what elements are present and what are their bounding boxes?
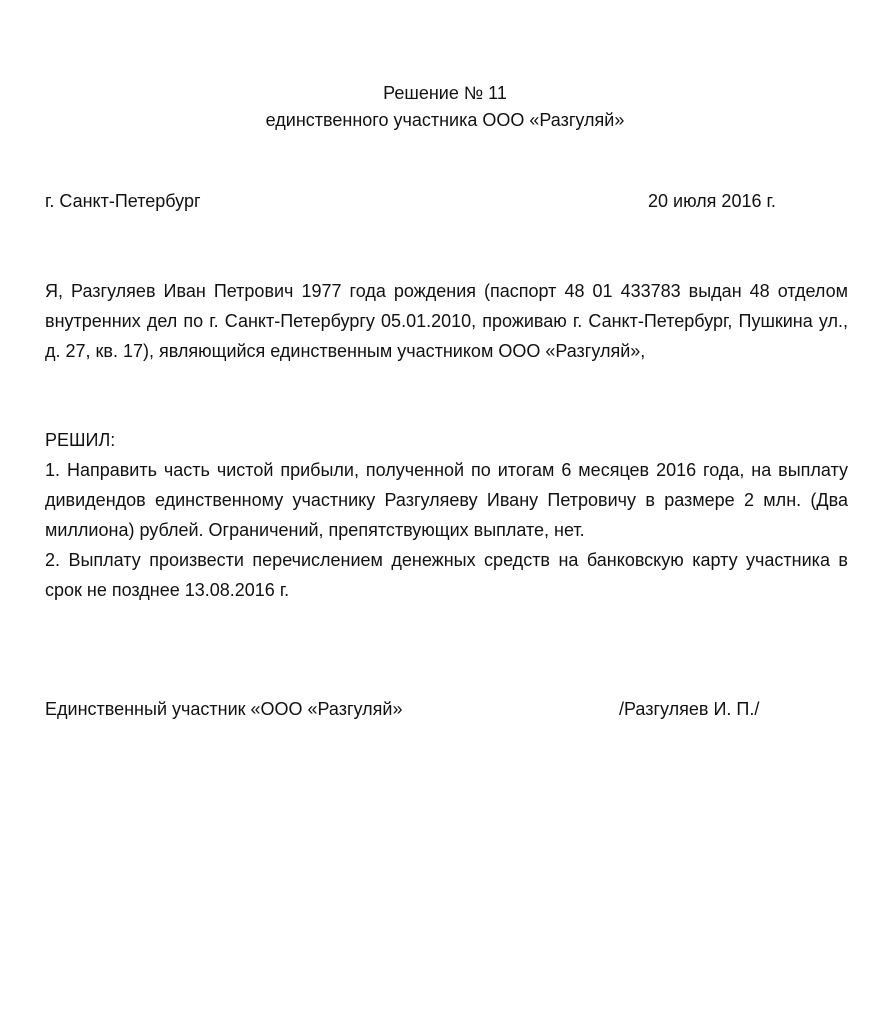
signature-line [45, 697, 848, 721]
document-title: Решение № 11 [383, 83, 507, 103]
signature-name: /Разгуляев И. П./ [619, 699, 760, 719]
decided-label: РЕШИЛ: [45, 430, 116, 450]
signature-label: Единственный участник «ООО «Разгуляй» [45, 699, 403, 719]
document-subtitle: единственного участника ООО «Разгуляй» [265, 110, 625, 130]
city: г. Санкт-Петербург [45, 191, 201, 211]
place-date-line [45, 189, 848, 213]
intro-paragraph: Я, Разгуляев Иван Петрович 1977 года рождения (паспорт 48 01 433783 выдан 48 отделом внутренних дел по г. Санкт-Петербургу 05.01.2010, проживаю г. Санкт-Петербург, Пушкина ул., д. 27, кв. 17), являющийся единственным участником ООО «Разгуляй», [45, 281, 848, 361]
decision-item-2: 2. Выплату произвести перечислением денежных средств на банковскую карту участника в срок не позднее 13.08.2016 г. [45, 550, 848, 600]
document-date: 20 июля 2016 г. [648, 191, 776, 211]
decision-item-1: 1. Направить часть чистой прибыли, полученной по итогам 6 месяцев 2016 года, на выплату дивидендов единственному участнику Разгуляеву Ивану Петровичу в размере 2 млн. (Два миллиона) рублей. Ограничений, препятствующих выплате, нет. [45, 460, 848, 540]
